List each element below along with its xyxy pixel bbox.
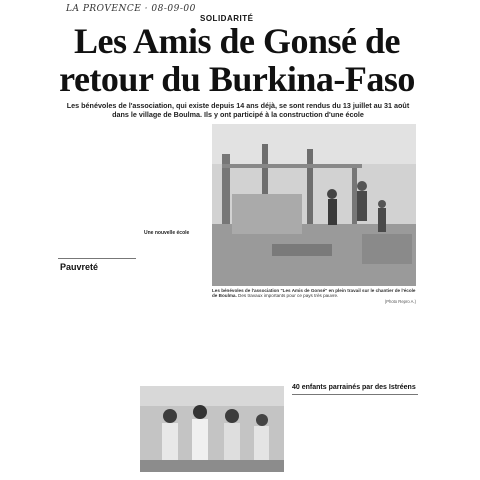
handwritten-date-note: LA PROVENCE · 08-09-00 bbox=[66, 4, 196, 14]
headline-line-1: Les Amis de Gonsé de bbox=[73, 21, 401, 61]
inset-article-title: 40 enfants parrainés par des Istréens bbox=[292, 384, 416, 391]
section-label: SOLIDARITÉ bbox=[200, 14, 254, 23]
children-illustration bbox=[140, 386, 284, 472]
headline bbox=[58, 22, 416, 98]
construction-site-photo bbox=[212, 124, 416, 286]
lead-paragraph: Les bénévoles de l'association, qui existe depuis 14 ans déjà, se sont rendus du 13 juillet au 31 août dans le village de Boulma. Ils y ont participé à la construction d'une école bbox=[66, 101, 410, 119]
photo-caption-bold: Les bénévoles de l'association "Les Amis de Gonsé" en plein travail sur le chantier de l'école de Boulma. bbox=[212, 288, 416, 299]
article-subhead: Une nouvelle école bbox=[144, 230, 190, 236]
children-photo bbox=[140, 386, 284, 472]
photo-credit: (Photo Repro A.) bbox=[384, 299, 416, 304]
headline-line-2: retour du Burkina-Faso bbox=[59, 59, 415, 99]
box-title: Pauvreté bbox=[60, 262, 99, 272]
photo-caption-rest: Des travaux importants pour ce pays très pauvre. bbox=[238, 293, 339, 299]
inset-divider bbox=[292, 394, 418, 395]
photo-caption bbox=[212, 288, 416, 299]
box-divider bbox=[58, 258, 136, 259]
construction-site-illustration bbox=[212, 124, 416, 286]
